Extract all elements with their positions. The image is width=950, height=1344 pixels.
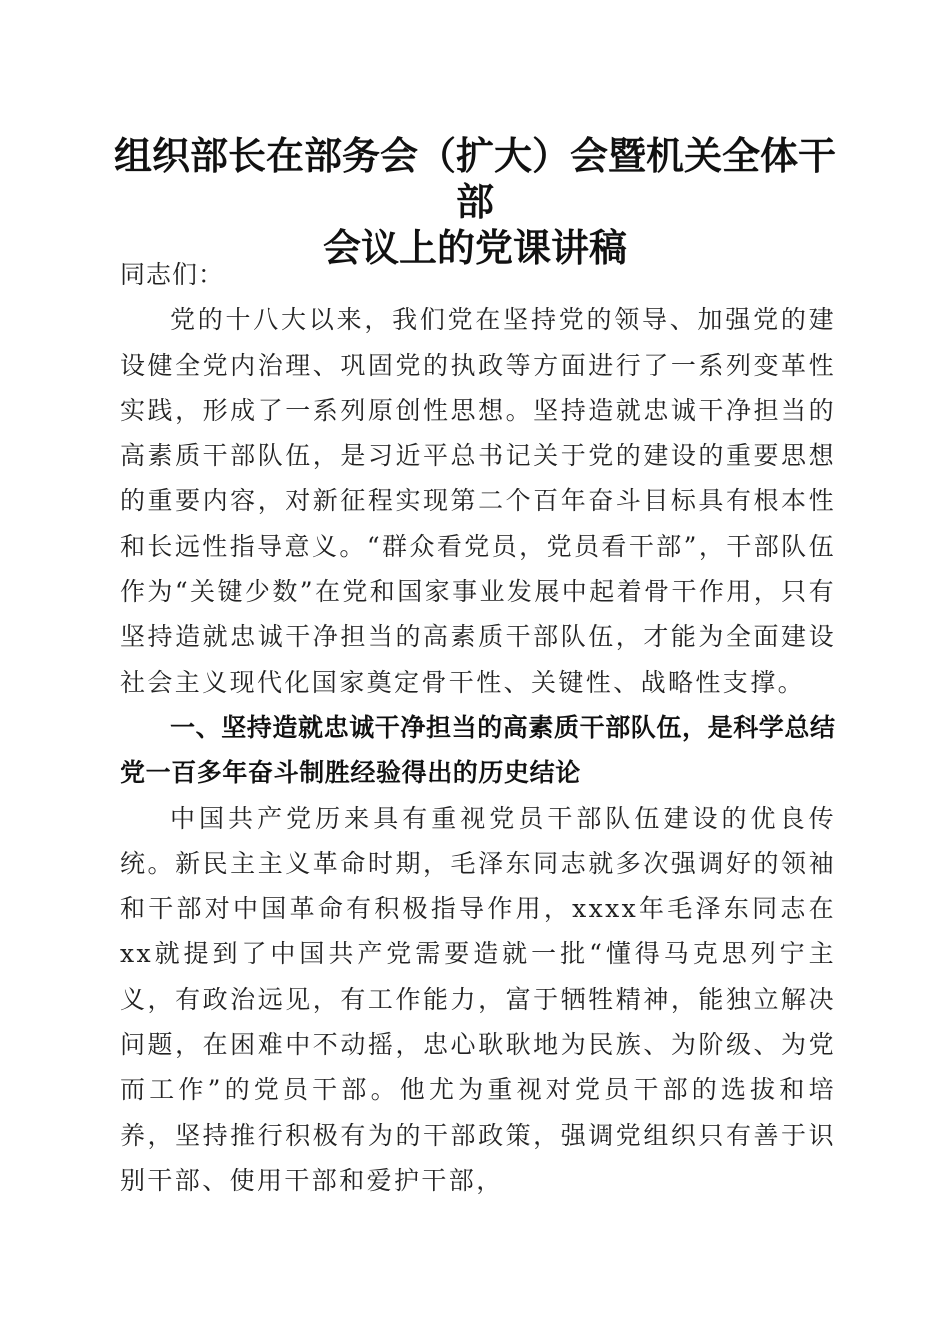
paragraph-2: 中国共产党历来具有重视党员干部队伍建设的优良传统。新民主主义革命时期，毛泽东同志就多次强调好的领袖和干部对中国革命有积极指导作用，xxxx年毛泽东同志在xx就提到了中国共产党需要造就一批“懂得马克思列宁主义，有政治远见，有工作能力，富于牺牲精神，能独立解决问题，在困难中不动摇，忠心耿耿地为民族、为阶级、为党而工作”的党员干部。他尤为重视对党员干部的选拔和培养，坚持推行积极有为的干部政策，强调党组织只有善于识别干部、使用干部和爱护干部， [120, 803, 836, 1195]
paragraph-1: 党的十八大以来，我们党在坚持党的领导、加强党的建设健全党内治理、巩固党的执政等方面进行了一系列变革性实践，形成了一系列原创性思想。坚持造就忠诚干净担当的高素质干部队伍，是习近平总书记关于党的建设的重要思想的重要内容，对新征程实现第二个百年奋斗目标具有根本性和长远性指导意义。“群众看党员，党员看干部”，干部队伍作为“关键少数”在党和国家事业发展中起着骨干作用，只有坚持造就忠诚干净担当的高素质干部队伍，才能为全面建设社会主义现代化国家奠定骨干性、关键性、战略性支撑。 [120, 305, 836, 697]
document-body [120, 252, 836, 1203]
title-line-2: 会议上的党课讲稿 [322, 225, 627, 270]
title-line-1: 组织部长在部务会（扩大）会暨机关全体干部 [113, 133, 836, 224]
document-title [100, 133, 850, 271]
salutation: 同志们： [120, 260, 225, 289]
section-heading-1: 一、坚持造就忠诚干净担当的高素质干部队伍，是科学总结党一百多年奋斗制胜经验得出的历史结论 [120, 712, 836, 788]
